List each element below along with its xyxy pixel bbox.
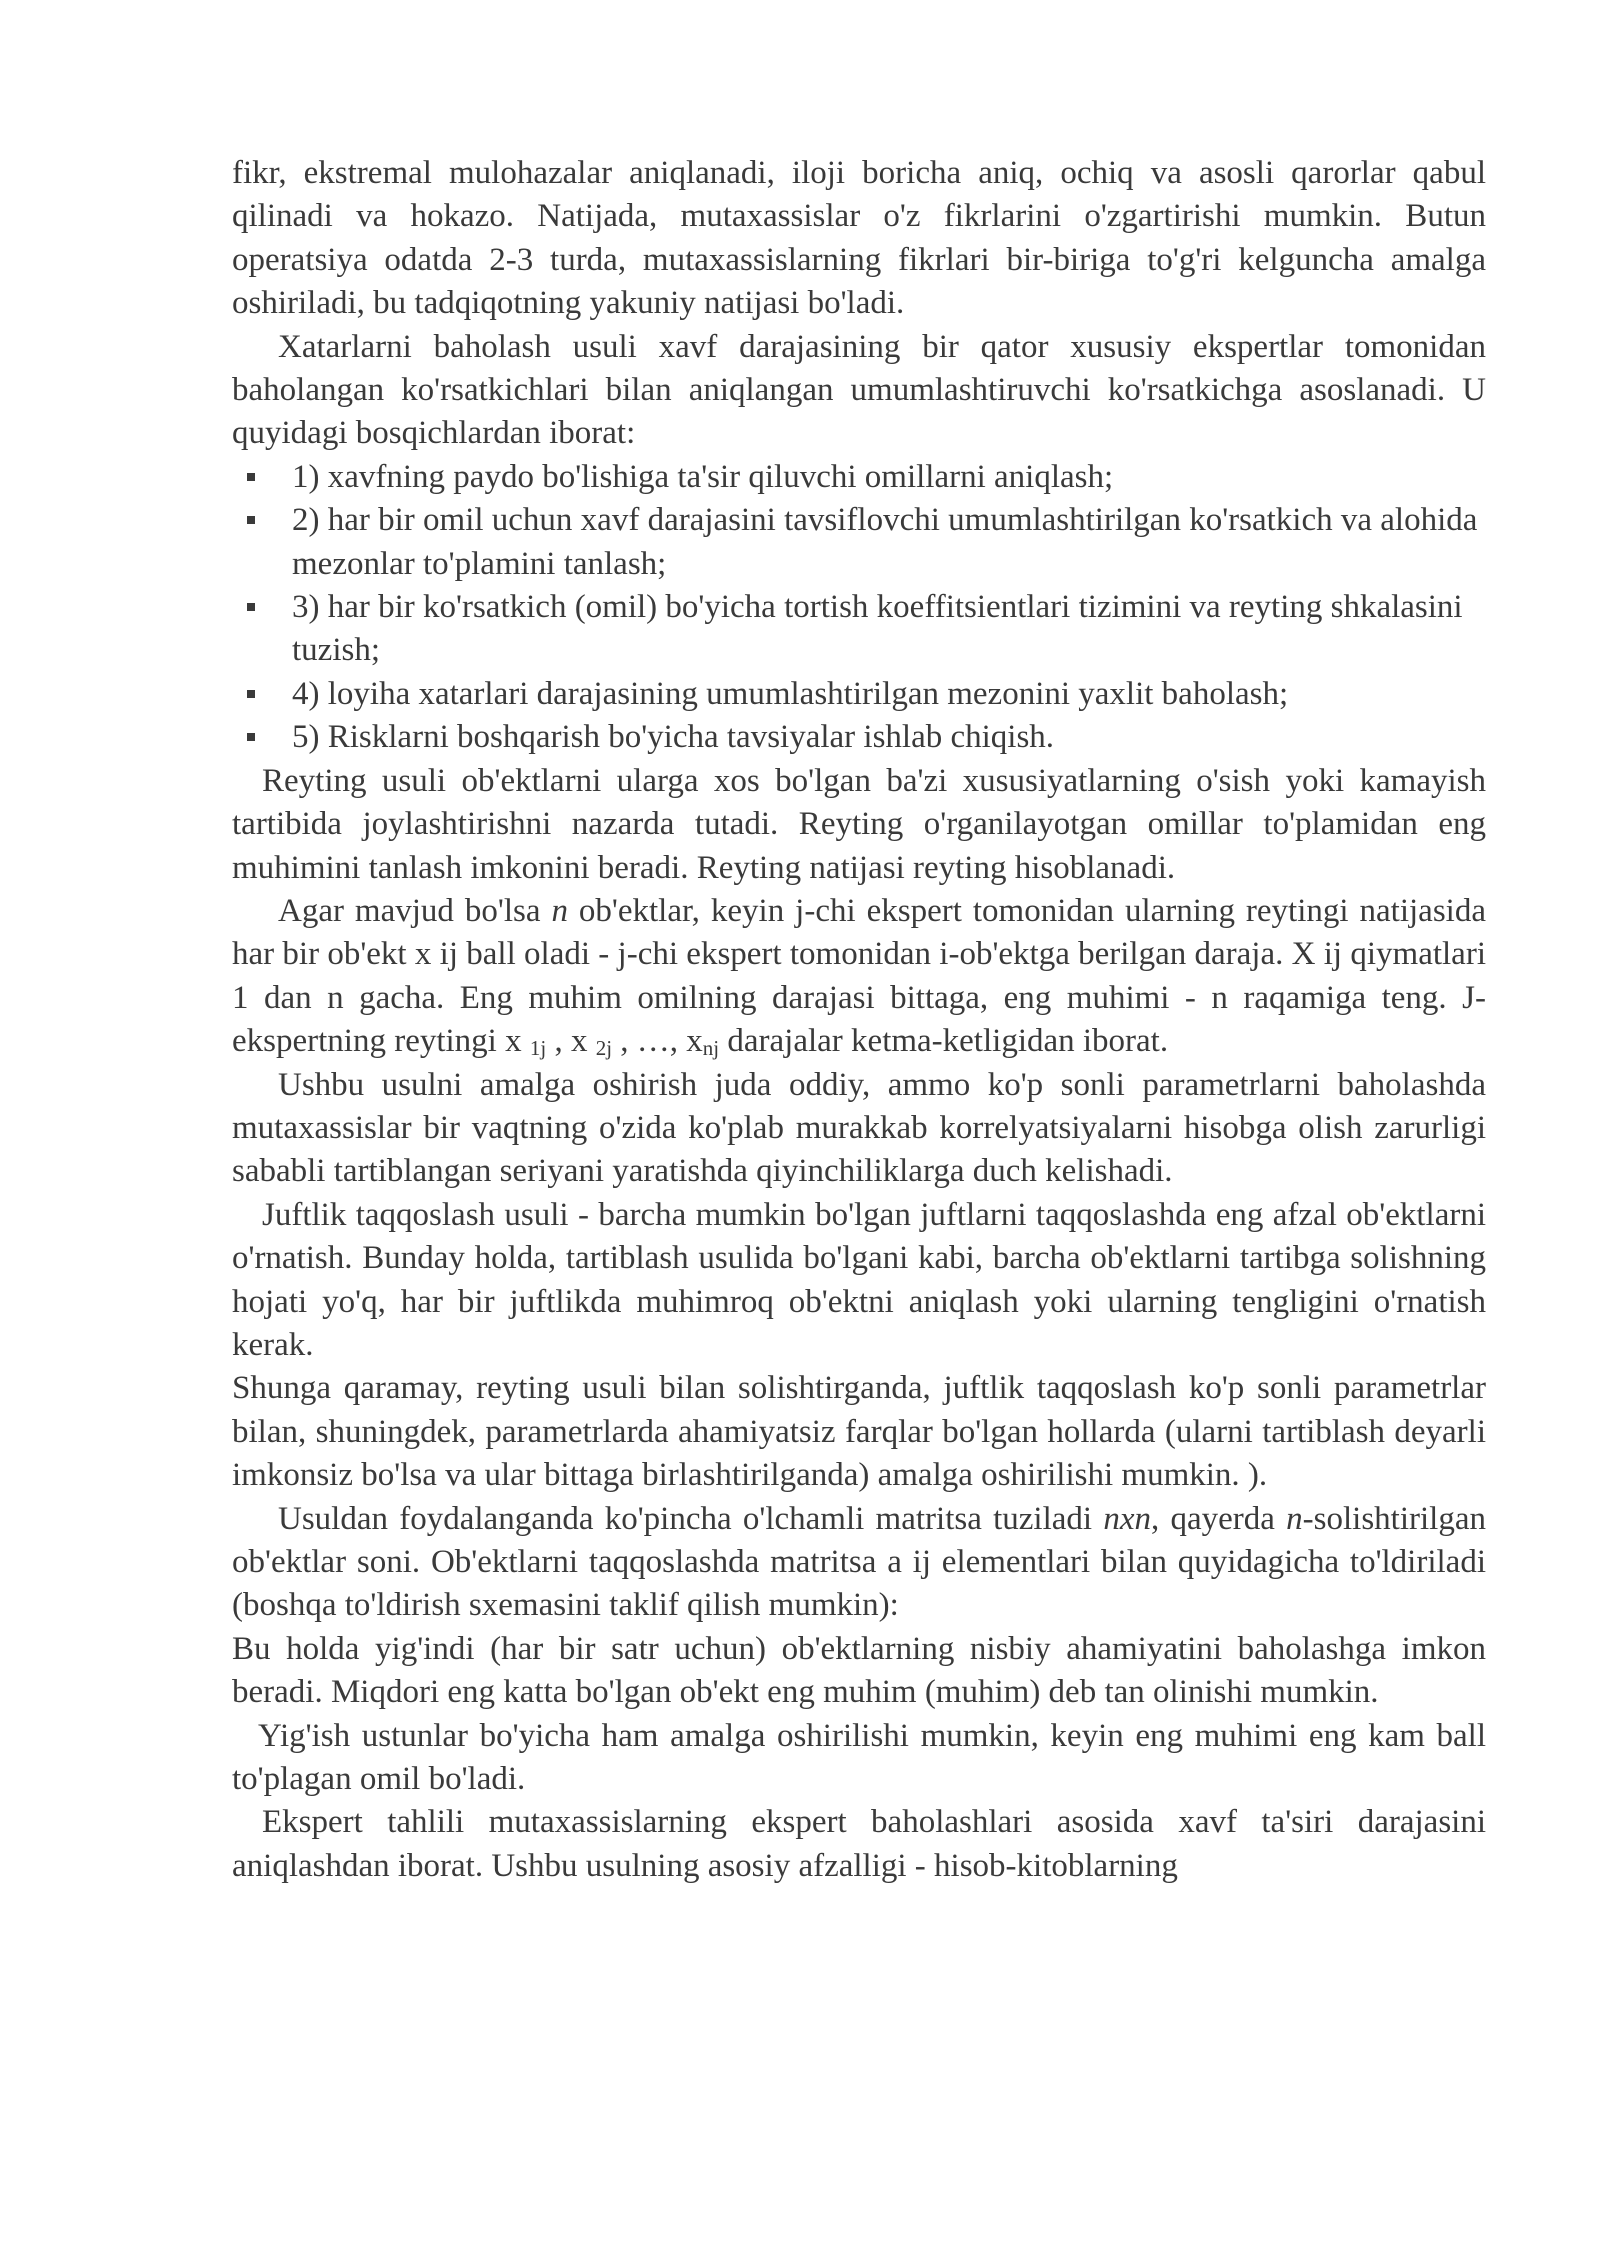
list-item [232,499,1486,586]
paragraph-risk-assessment: Xatarlarni baholash usuli xavf darajasining bir qator xususiy ekspertlar tomonidan baholangan ko'rsatkichlari bilan aniqlangan umumlashtiruvchi ko'rsatkichga asoslanadi. U quyidagi bosqichlardan iborat: [232,328,1486,452]
list-item-text: 2) har bir omil uchun xavf darajasini tavsiflovchi umumlashtirilgan ko'rsatkich va alohida mezonlar to'plamini tanlash; [292,502,1478,582]
paragraph-pairwise-advantage: Shunga qaramay, reyting usuli bilan solishtirganda, juftlik taqqoslash ko'p sonli parametrlar bilan, shuningdek, parametrlarda ahamiyatsiz farqlar bo'lgan hollarda (ularni tartiblash deyarli imkonsiz bo'lsa va ular bittaga birlashtirilganda) amalga oshirilishi mumkin. ). [232,1370,1486,1494]
bullet-icon [247,690,255,698]
bullet-icon [247,733,255,741]
bullet-icon [247,603,255,611]
bullet-icon [247,516,255,524]
paragraph-method-difficulty: Ushbu usulni amalga oshirish juda oddiy, ammo ko'p sonli parametrlarni baholashda mutaxassislar bir vaqtning o'zida ko'plab murakkab korrelyatsiyalarni hisobga olish zarurligi sababli tartiblangan seriyani yaratishda qiyinchiliklarga duch kelishadi. [232,1066,1486,1190]
stages-list [232,456,1486,760]
document-page [232,152,1486,1888]
list-item-text: 3) har bir ko'rsatkich (omil) bo'yicha tortish koeffitsientlari tizimini va reyting shkalasini tuzish; [292,589,1463,669]
paragraph-expert-analysis: Ekspert tahlili mutaxassislarning ekspert baholashlari asosida xavf ta'siri darajasini aniqlashdan iborat. Ushbu usulning asosiy afzalligi - hisob-kitoblarning [232,1804,1486,1884]
list-item-text: 1) xavfning paydo bo'lishiga ta'sir qiluvchi omillarni aniqlash; [292,458,1114,495]
paragraph-rating-method: Reyting usuli ob'ektlarni ularga xos bo'lgan ba'zi xususiyatlarning o'sish yoki kamayish tartibida joylashtirishni nazarda tutadi. Reyting o'rganilayotgan omillar to'plamidan eng muhimini tanlash imkonini beradi. Reyting natijasi reyting hisoblanadi. [232,762,1486,886]
list-item [232,586,1486,673]
paragraph-pairwise-comparison: Juftlik taqqoslash usuli - barcha mumkin bo'lgan juftlarni taqqoslashda eng afzal ob'ektlarni o'rnatish. Bunday holda, tartiblash usulida bo'lgani kabi, barcha ob'ektlarni tartibga solishning hojati yo'q, har bir juftlikda muhimroq ob'ektni aniqlash yoki ularning tengligini o'rnatish kerak. [232,1196,1486,1363]
paragraph-column-sum: Yig'ish ustunlar bo'yicha ham amalga oshirilishi mumkin, keyin eng muhimi eng kam ball to'plagan omil bo'ladi. [232,1717,1486,1798]
list-item-text: 4) loyiha xatarlari darajasining umumlashtirilgan mezonini yaxlit baholash; [292,675,1289,712]
list-item [232,716,1486,759]
paragraph-continuation: fikr, ekstremal mulohazalar aniqlanadi, iloji boricha aniq, ochiq va asosli qarorlar qabul qilinadi va hokazo. Natijada, mutaxassislar o'z fikrlarini o'zgartirishi mumkin. Butun operatsiya odatda 2-3 turda, mutaxassislarning fikrlari bir-biriga to'g'ri kelguncha amalga oshiriladi, bu tadqiqotning yakuniy natijasi bo'ladi. [232,155,1486,322]
paragraph-row-sum: Bu holda yig'indi (har bir satr uchun) ob'ektlarning nisbiy ahamiyatini baholashga imkon beradi. Miqdori eng katta bo'lgan ob'ekt eng muhim (muhim) deb tan olinishi mumkin. [232,1630,1486,1711]
list-item-text: 5) Risklarni boshqarish bo'yicha tavsiyalar ishlab chiqish. [292,719,1055,756]
paragraph-rating-formula: Agar mavjud bo'lsa n ob'ektlar, keyin j-chi ekspert tomonidan ularning reytingi natijasida har bir ob'ekt x ij ball oladi - j-chi ekspert tomonidan i-ob'ektga berilgan daraja. X ij qiymatlari 1 dan n gacha. Eng muhim omilning darajasi bittaga, eng muhimi - n raqamiga teng. J-ekspertning reytingi x $_{1j}$ , x $_{2j}$ , …, $x_{nj}$ darajalar ketma-ketligidan iborat. [232,892,1486,1061]
paragraph-matrix: Usuldan foydalanganda ko'pincha o'lchamli matritsa tuziladi nxn, qayerda n-solishtirilgan ob'ektlar soni. Ob'ektlarni taqqoslashda matritsa a ij elementlari bilan quyidagicha to'ldiriladi (boshqa to'ldirish sxemasini taklif qilish mumkin): [232,1500,1486,1624]
bullet-icon [247,473,255,481]
list-item [232,456,1486,499]
list-item [232,673,1486,716]
